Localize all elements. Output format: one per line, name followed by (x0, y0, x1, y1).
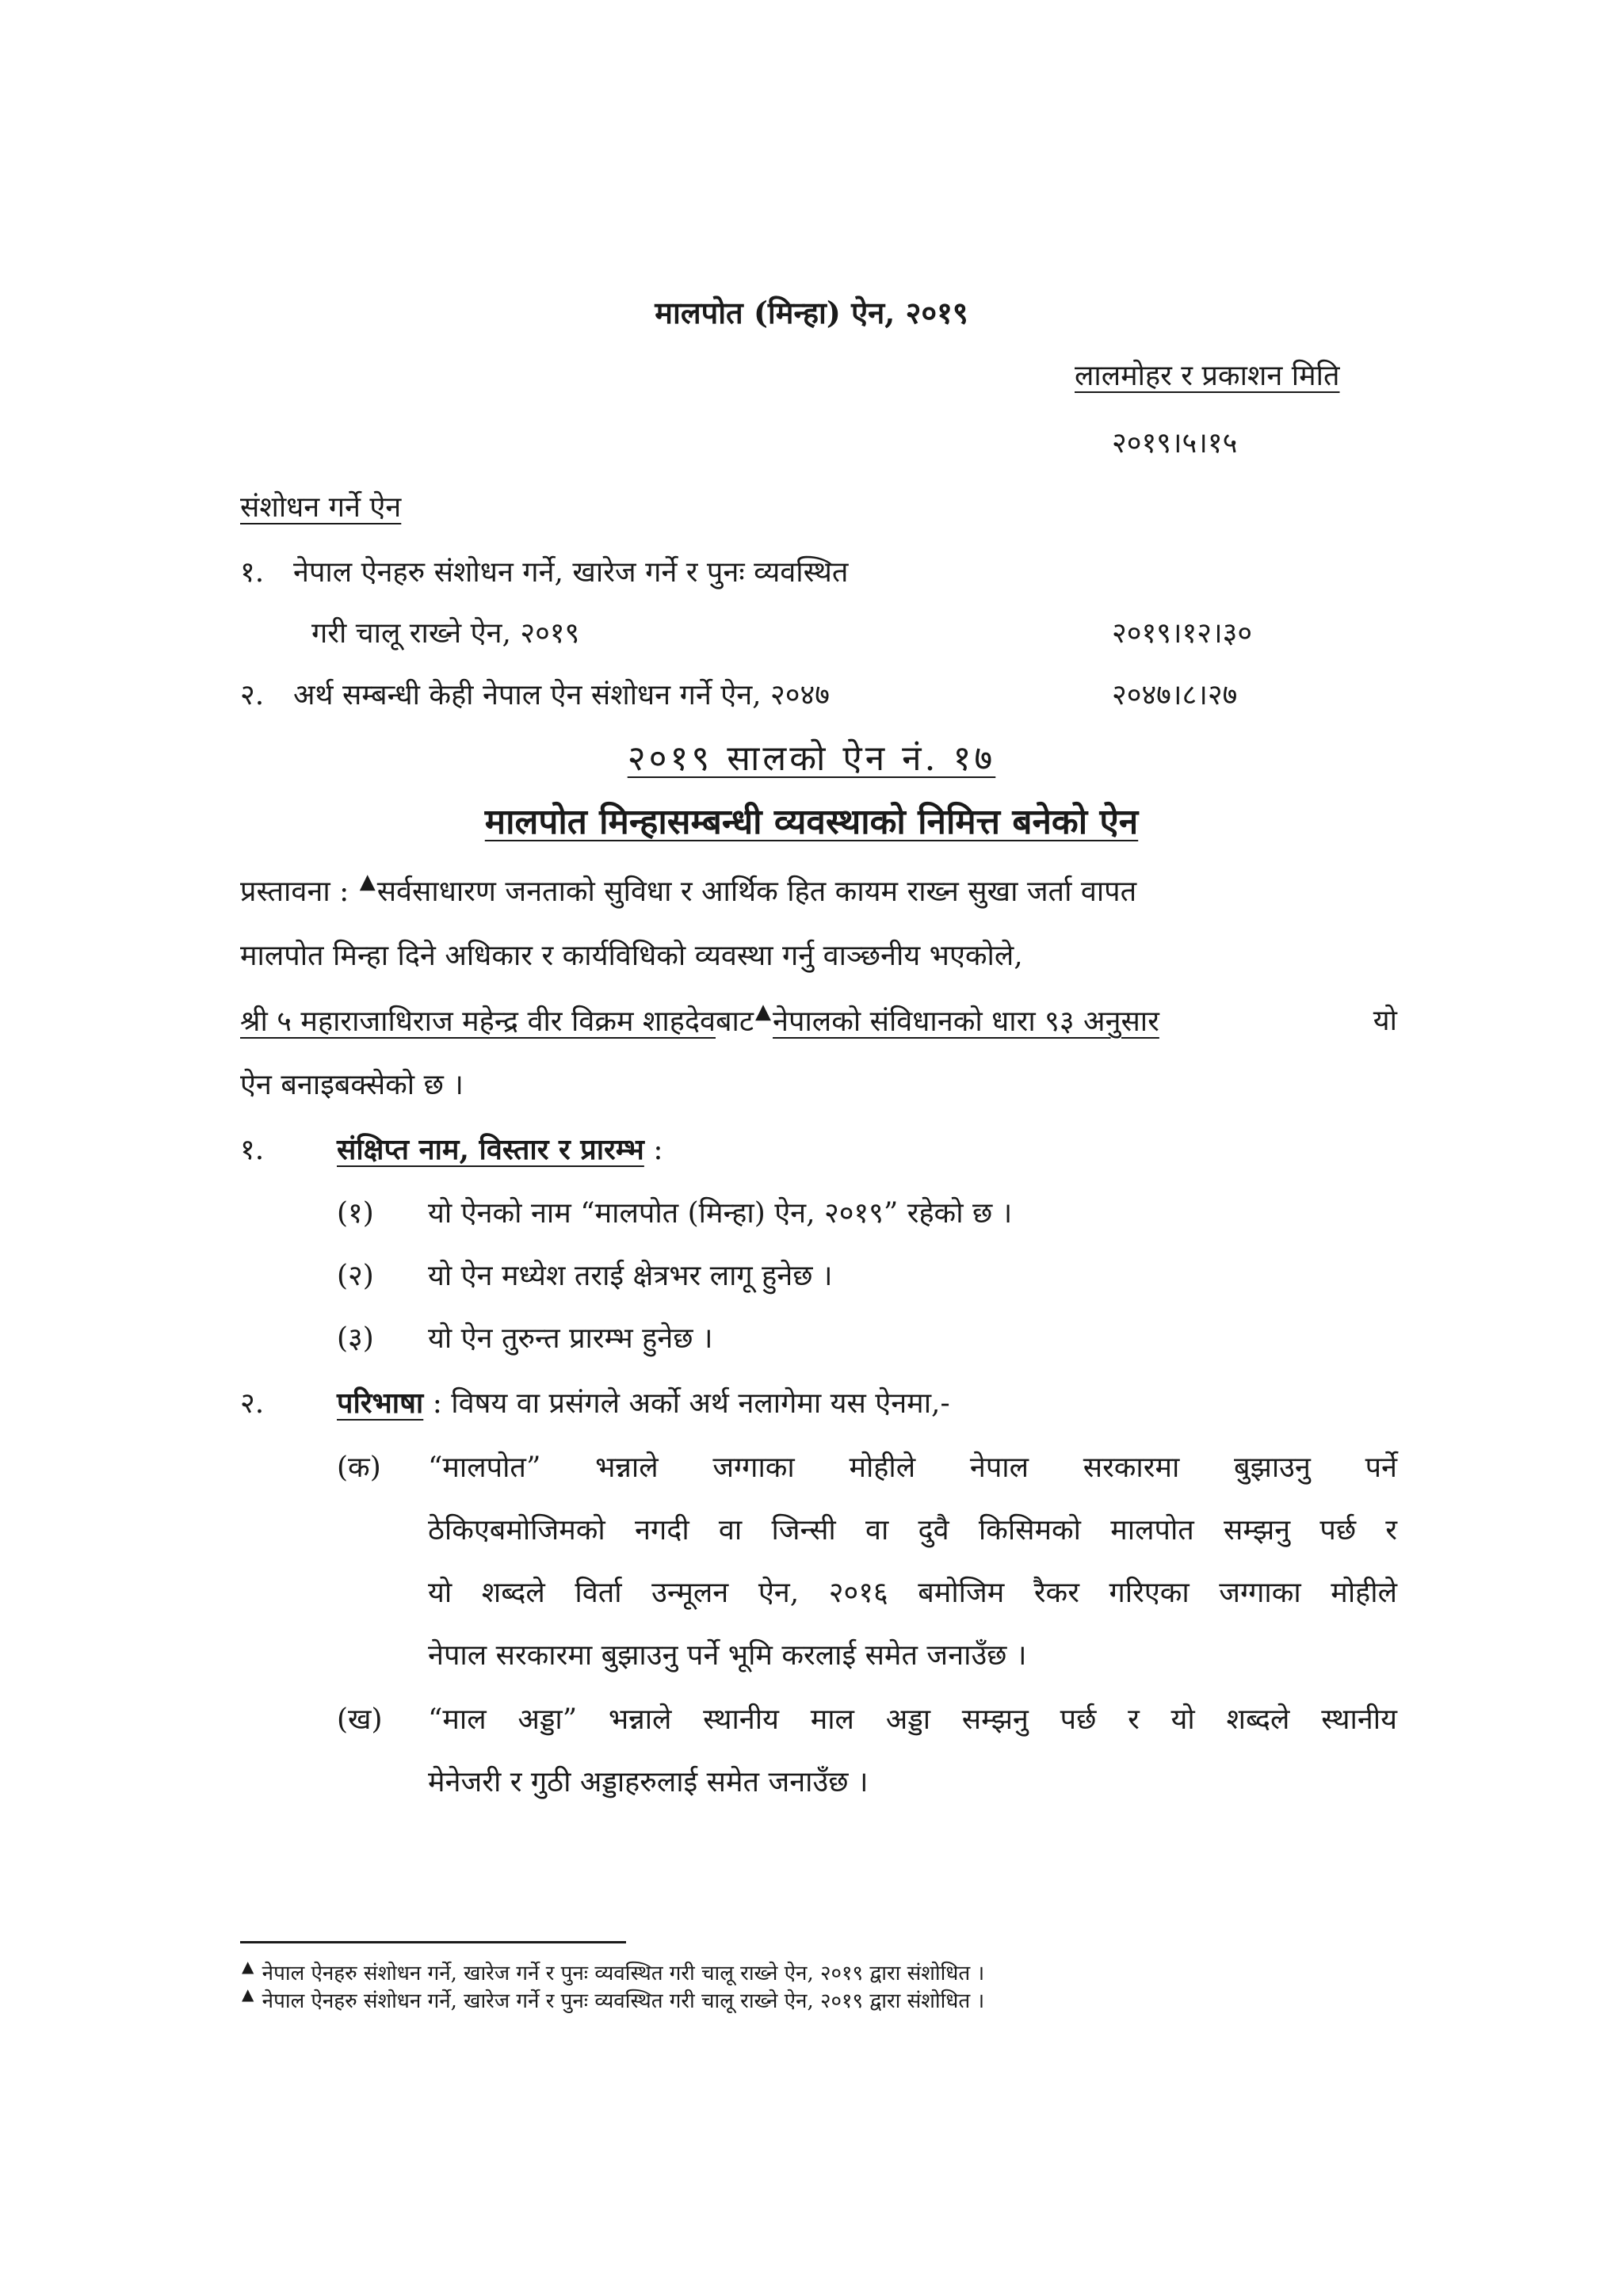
amendment-number: २. (240, 679, 265, 711)
clause-text: यो ऐनको नाम “मालपोत (मिन्हा) ऐन, २०१९” रहेको छ । (428, 1197, 1013, 1230)
amendment-marker-icon: ▲ (242, 1985, 254, 2004)
clause-text: यो ऐन तुरुन्त प्रारम्भ हुनेछ । (428, 1322, 713, 1355)
section-heading: परिभाषा (337, 1386, 424, 1420)
amendments-heading: संशोधन गर्ने ऐन (240, 491, 402, 524)
document-title: मालपोत (मिन्हा) ऐन, २०१९ (655, 295, 968, 330)
section-2-heading-line (337, 1383, 950, 1421)
preamble-label: प्रस्तावना : (240, 875, 349, 908)
amendment-text-cont: गरी चालू राख्ने ऐन, २०१९ (311, 617, 580, 650)
preamble-line-4: ऐन बनाइबक्सेको छ । (240, 1069, 464, 1101)
amendment-marker-icon: ▲ (359, 870, 376, 894)
amendment-marker-icon: ▲ (242, 1957, 254, 1976)
clause-number: (१) (337, 1197, 374, 1230)
section-number: २. (240, 1387, 265, 1420)
clause-number: (२) (337, 1260, 374, 1292)
definition-text: “मालपोत” भन्नाले जग्गाका मोहीले नेपाल सरकारमा बुझाउनु पर्ने (428, 1451, 1397, 1484)
act-number: २०१९ सालको ऐन नं. १७ (627, 738, 996, 779)
section-heading: संक्षिप्त नाम, विस्तार र प्रारम्भ (337, 1133, 644, 1166)
king-name: श्री ५ महाराजाधिराज महेन्द्र वीर विक्रम शाहदेव (240, 1005, 716, 1038)
clause-number: (३) (337, 1322, 374, 1355)
preamble-line-2: मालपोत मिन्हा दिने अधिकार र कार्यविधिको व्यवस्था गर्नु वाञ्छनीय भएकोले, (240, 940, 1023, 972)
amendment-date: २०१९।१२।३० (1112, 617, 1253, 650)
amendment-text: अर्थ सम्बन्धी केही नेपाल ऐन संशोधन गर्ने ऐन, २०४७ (293, 679, 830, 711)
definition-text: नेपाल सरकारमा बुझाउनु पर्ने भूमि करलाई समेत जनाउँछ । (428, 1639, 1027, 1672)
footnote-divider (240, 1941, 626, 1943)
preamble-word: यो (1373, 1005, 1397, 1037)
preamble-line-1 (240, 870, 1397, 910)
preamble-text: सर्वसाधारण जनताको सुविधा र आर्थिक हित कायम राख्न सुखा जर्ता वापत (376, 875, 1137, 908)
preamble-connector: बाट (716, 1005, 754, 1038)
definition-text: “माल अड्डा” भन्नाले स्थानीय माल अड्डा सम्झनु पर्छ र यो शब्दले स्थानीय (428, 1703, 1397, 1736)
footnote (240, 1985, 984, 2014)
clause-text: यो ऐन मध्येश तराई क्षेत्रभर लागू हुनेछ । (428, 1260, 833, 1292)
amendment-date: २०४७।८।२७ (1112, 679, 1238, 711)
definition-text: ठेकिएबमोजिमको नगदी वा जिन्सी वा दुवै किसिमको मालपोत सम्झनु पर्छ र (428, 1514, 1397, 1547)
footnote (240, 1957, 984, 1986)
footnote-text: नेपाल ऐनहरु संशोधन गर्ने, खारेज गर्ने र पुनः व्यवस्थित गरी चालू राख्ने ऐन, २०१९ द्वारा संशोधित । (262, 1962, 985, 1985)
promulgation-date: २०१९।५।१५ (1112, 427, 1238, 460)
clause-number: (ख) (337, 1703, 383, 1736)
constitution-reference: नेपालको संविधानको धारा ९३ अनुसार (773, 1005, 1159, 1038)
preamble-line-3 (240, 1000, 1397, 1039)
footnote-text: नेपाल ऐनहरु संशोधन गर्ने, खारेज गर्ने र पुनः व्यवस्थित गरी चालू राख्ने ऐन, २०१९ द्वारा संशोधित । (262, 1989, 985, 2013)
section-heading-colon: : (653, 1134, 663, 1166)
promulgation-date-label: लालमोहर र प्रकाशन मिति (1075, 360, 1340, 392)
amendment-marker-icon: ▲ (755, 1000, 772, 1024)
amendment-number: १. (240, 556, 265, 589)
clause-number: (क) (337, 1451, 381, 1484)
act-title: मालपोत मिन्हासम्बन्धी व्यवस्थाको निमित्त बनेको ऐन (484, 802, 1139, 842)
section-intro: : विषय वा प्रसंगले अर्को अर्थ नलागेमा यस ऐनमा,- (432, 1387, 950, 1420)
section-1-heading-line (337, 1129, 663, 1168)
amendment-text: नेपाल ऐनहरु संशोधन गर्ने, खारेज गर्ने र पुनः व्यवस्थित (293, 556, 849, 589)
definition-text: यो शब्दले विर्ता उन्मूलन ऐन, २०१६ बमोजिम रैकर गरिएका जग्गाका मोहीले (428, 1577, 1397, 1609)
definition-text: मेनेजरी र गुठी अड्डाहरुलाई समेत जनाउँछ । (428, 1766, 869, 1798)
section-number: १. (240, 1134, 265, 1166)
